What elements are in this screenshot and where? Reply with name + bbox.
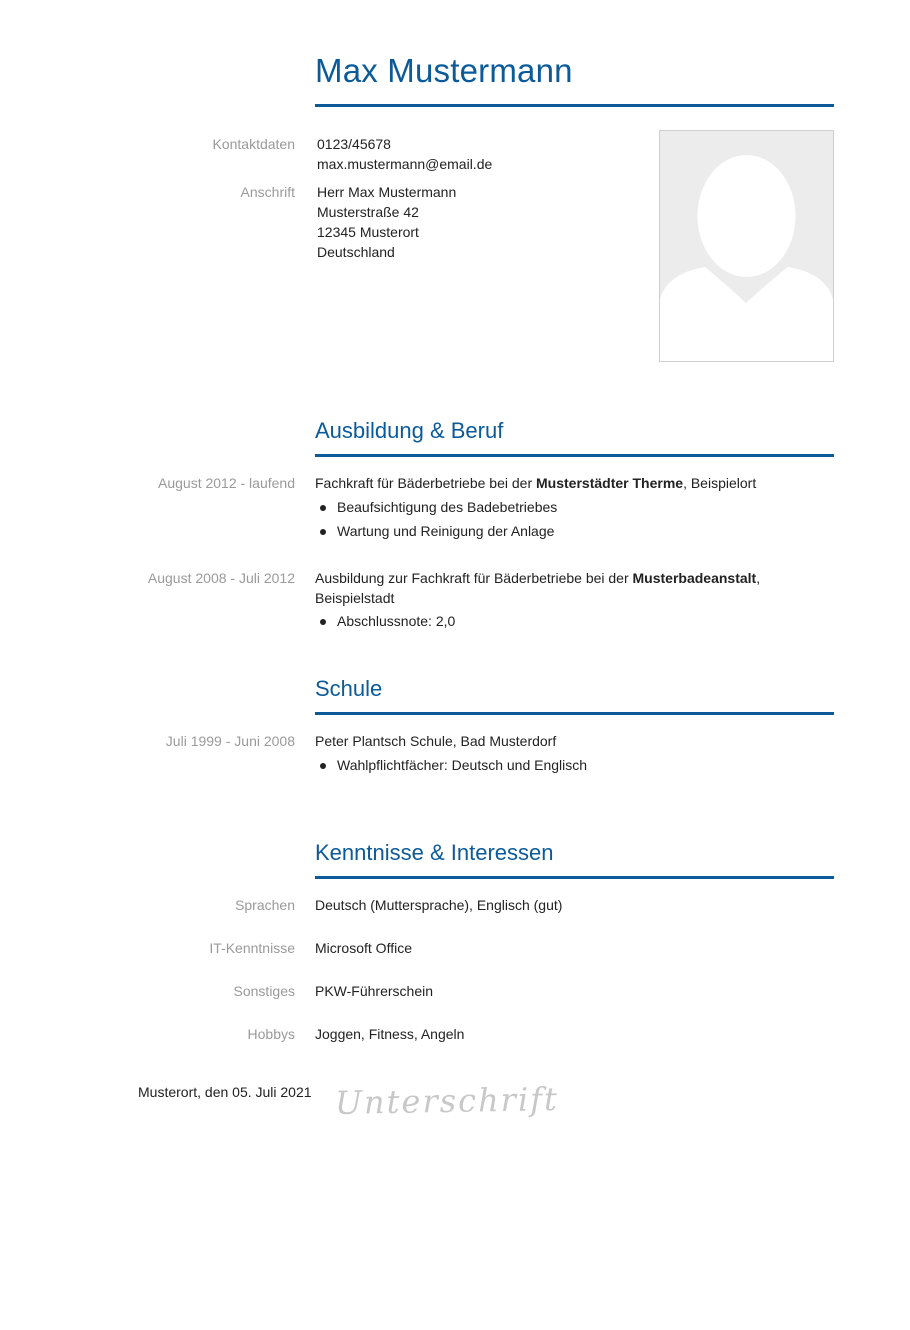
entry-company: Musterstädter Therme (536, 475, 684, 491)
skill-value: Joggen, Fitness, Angeln (315, 1026, 465, 1042)
entry-date: Juli 1999 - Juni 2008 (165, 733, 295, 749)
place-and-date: Musterort, den 05. Juli 2021 (138, 1084, 312, 1100)
address-line: Herr Max Mustermann (317, 184, 457, 200)
address-line: 12345 Musterort (317, 224, 419, 240)
entry-title: Peter Plantsch Schule, Bad Musterdorf (315, 733, 557, 749)
entry-title-prefix: Fachkraft für Bäderbetriebe bei der (315, 475, 537, 491)
list-item: Wartung und Reinigung der Anlage (315, 519, 557, 543)
skill-value: PKW-Führerschein (315, 983, 434, 999)
entry-bullet-list (315, 753, 587, 777)
address-line: Deutschland (317, 244, 395, 260)
list-item: Beaufsichtigung des Badebetriebes (315, 495, 557, 519)
signature: Unterschrift (334, 1080, 560, 1122)
list-item: Wahlpflichtfächer: Deutsch und Englisch (315, 753, 587, 777)
entry-title (315, 473, 756, 493)
address-label: Anschrift (240, 184, 295, 200)
skill-label: Sonstiges (233, 983, 295, 999)
address-line: Musterstraße 42 (317, 204, 419, 220)
entry-date: August 2008 - Juli 2012 (147, 570, 295, 586)
entry-title (315, 568, 815, 608)
section-rule (315, 876, 834, 879)
skill-label: Hobbys (247, 1026, 295, 1042)
section-rule (315, 712, 834, 715)
skill-label: Sprachen (235, 897, 295, 913)
entry-bullet-list (315, 609, 455, 633)
skill-value: Deutsch (Muttersprache), Englisch (gut) (315, 897, 563, 913)
entry-date: August 2012 - laufend (158, 475, 295, 491)
phone-number: 0123/45678 (317, 136, 391, 152)
section-heading-career: Ausbildung & Beruf (315, 418, 504, 443)
entry-title-suffix: , Beispielort (683, 475, 757, 491)
entry-title-suffix: , Beispielstadt (315, 570, 761, 606)
resume-name: Max Mustermann (315, 52, 573, 89)
entry-bullet-list (315, 495, 557, 543)
section-heading-skills: Kenntnisse & Interessen (315, 840, 554, 865)
list-item: Abschlussnote: 2,0 (315, 609, 455, 633)
person-silhouette-icon (660, 131, 833, 361)
profile-photo-placeholder (659, 130, 834, 362)
section-heading-school: Schule (315, 676, 383, 701)
email-address: max.mustermann@email.de (317, 156, 493, 172)
name-underline (315, 104, 834, 107)
entry-company: Musterbadeanstalt (632, 570, 757, 586)
section-rule (315, 454, 834, 457)
skill-label: IT-Kenntnisse (209, 940, 295, 956)
contact-label: Kontaktdaten (212, 136, 295, 152)
skill-value: Microsoft Office (315, 940, 412, 956)
entry-title-prefix: Ausbildung zur Fachkraft für Bäderbetriebe bei der (315, 570, 633, 586)
